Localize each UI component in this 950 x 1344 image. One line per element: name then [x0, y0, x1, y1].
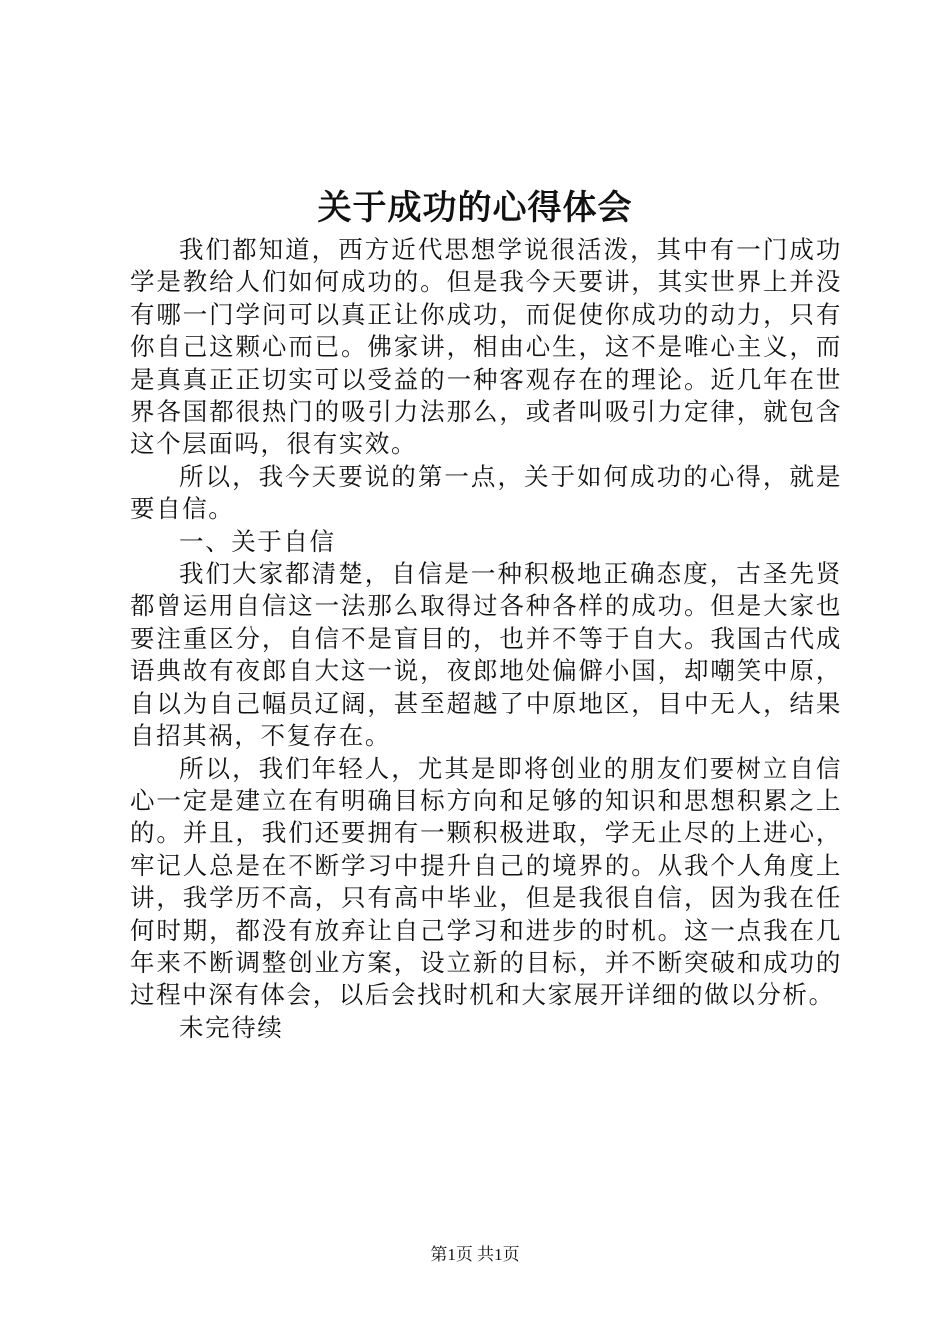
- document-body: [130, 234, 842, 1044]
- paragraph-first-point: 所以，我今天要说的第一点，关于如何成功的心得，就是要自信。: [130, 461, 842, 524]
- section-heading-confidence: 一、关于自信: [179, 526, 336, 556]
- paragraph-intro: 我们都知道，西方近代思想学说很活泼，其中有一门成功学是教给人们如何成功的。但是我今天要讲，其实世界上并没有哪一门学问可以真正让你成功，而促使你成功的动力，只有你自己这颗心而已。佛家讲，相由心生，这不是唯心主义，而是真真正正切实可以受益的一种客观存在的理论。近几年在世界各国都很热门的吸引力法那么，或者叫吸引力定律，就包含这个层面吗，很有实效。: [130, 235, 842, 459]
- page-number-footer: 第1页 共1页: [430, 1245, 520, 1264]
- paragraph-to-be-continued: 未完待续: [179, 1012, 284, 1042]
- paragraph-confidence: 我们大家都清楚，自信是一种积极地正确态度，古圣先贤都曾运用自信这一法那么取得过各种各样的成功。但是大家也要注重区分，自信不是盲目的，也并不等于自大。我国古代成语典故有夜郎自大这一说，夜郎地处偏僻小国，却嘲笑中原，自以为自己幅员辽阔，甚至超越了中原地区，目中无人，结果自招其祸，不复存在。: [130, 559, 842, 751]
- document-title: 关于成功的心得体会: [317, 188, 633, 228]
- paragraph-young-people: 所以，我们年轻人，尤其是即将创业的朋友们要树立自信心一定是建立在有明确目标方向和足够的知识和思想积累之上的。并且，我们还要拥有一颗积极进取，学无止尽的上进心，牢记人总是在不断学习中提升自己的境界的。从我个人角度上讲，我学历不高，只有高中毕业，但是我很自信，因为我在任何时期，都没有放弃让自己学习和进步的时机。这一点我在几年来不断调整创业方案，设立新的目标，并不断突破和成功的过程中深有体会，以后会找时机和大家展开详细的做以分析。: [130, 753, 842, 1010]
